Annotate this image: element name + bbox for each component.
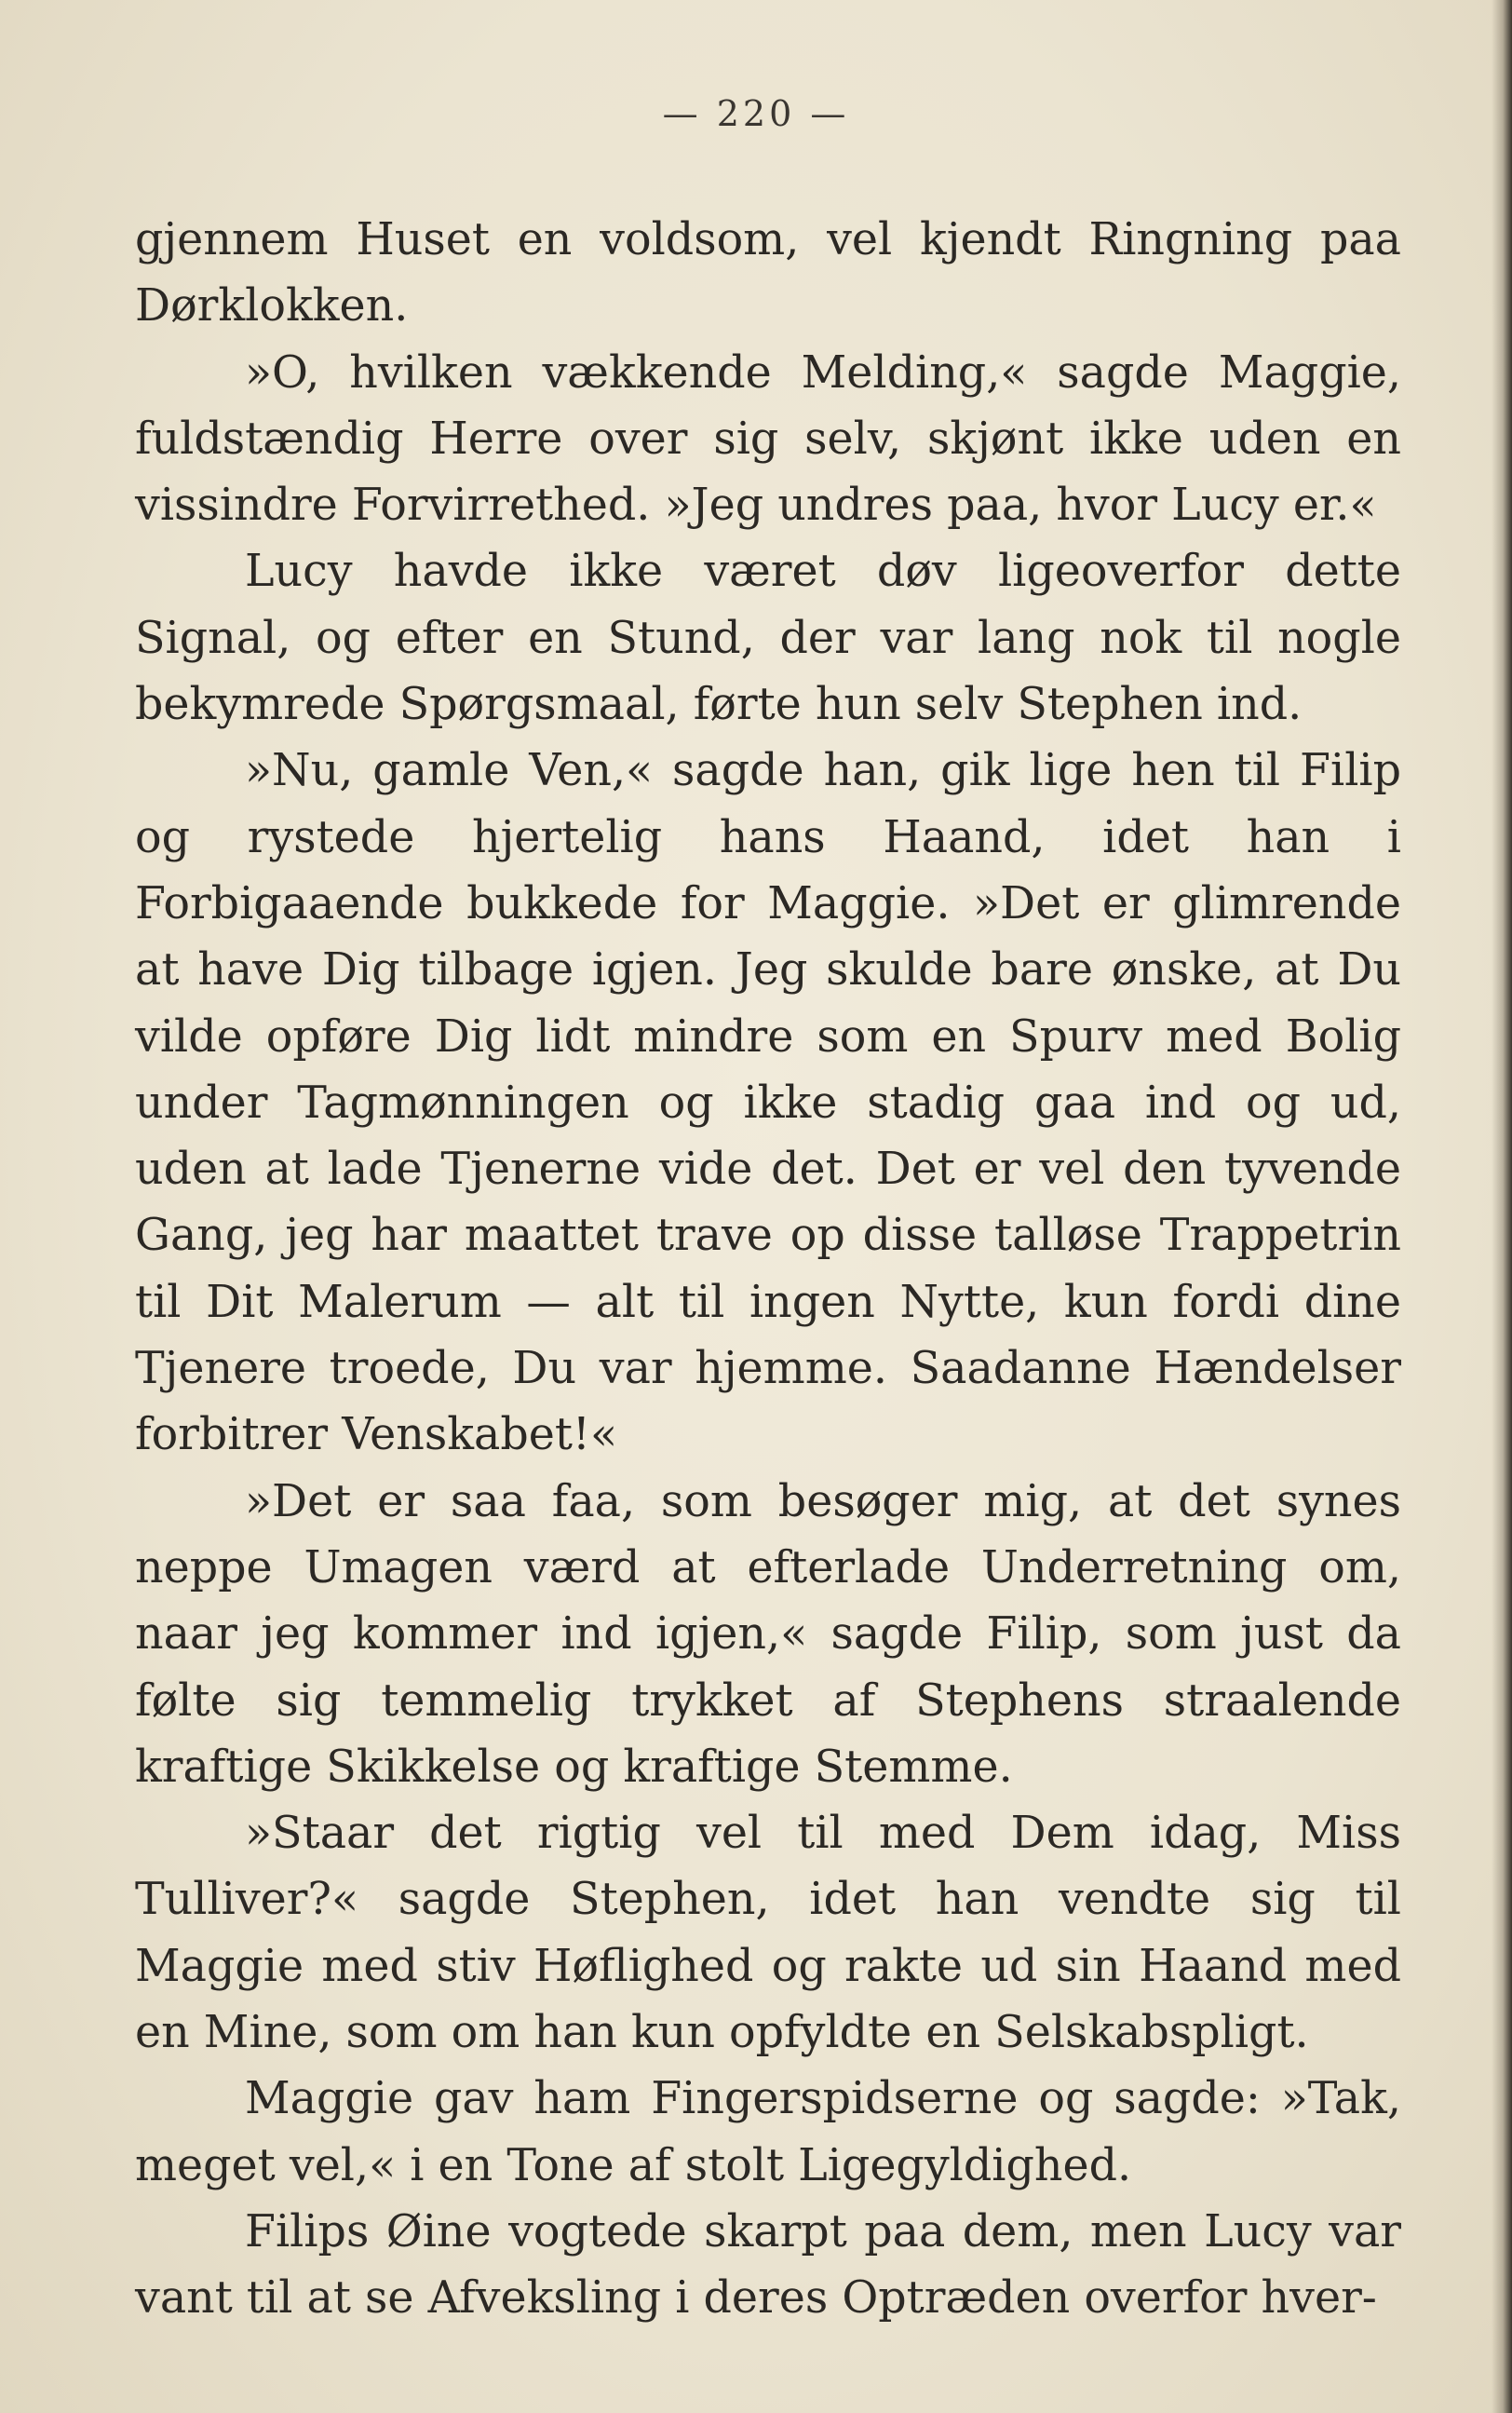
body-text: [135, 207, 1401, 2332]
paragraph: »Nu, gamle Ven,« sagde han, gik lige hen til Filip og rystede hjertelig hans Haand, idet han i Forbigaaende bukkede for Maggie. »Det er glimrende at have Dig tilbage igjen. Jeg skulde bare ønske, at Du vilde opføre Dig lidt mindre som en Spurv med Bolig under Tagmønningen og ikke stadig gaa ind og ud, uden at lade Tjenerne vide det. Det er vel den tyvende Gang, jeg har maattet trave op disse talløse Trappetrin til Dit Malerum — alt til ingen Nytte, kun fordi dine Tjenere troede, Du var hjemme. Saadanne Hændelser forbitrer Venskabet!«: [135, 745, 1401, 1461]
page-edge-shadow: [1492, 0, 1512, 2413]
paragraph: Filips Øine vogtede skarpt paa dem, men Lucy var vant til at se Afveksling i deres Optræden overfor hver-: [135, 2205, 1401, 2325]
paragraph: gjennem Huset en voldsom, vel kjendt Ringning paa Dørklokken.: [135, 214, 1401, 332]
page-number: — 220 —: [662, 93, 850, 134]
paragraph: »Det er saa faa, som besøger mig, at det synes neppe Umagen værd at efterlade Underretning om, naar jeg kommer ind igjen,« sagde Filip, som just da følte sig temmelig trykket af Stephens straalende kraftige Skikkelse og kraftige Stemme.: [135, 1475, 1401, 1793]
paragraph: Maggie gav ham Fingerspidserne og sagde: »Tak, meget vel,« i en Tone af stolt Ligegyldighed.: [135, 2073, 1401, 2191]
paragraph: »Staar det rigtig vel til med Dem idag, Miss Tulliver?« sagde Stephen, idet han vendte sig til Maggie med stiv Høflighed og rakte ud sin Haand med en Mine, som om han kun opfyldte en Selskabspligt.: [135, 1808, 1401, 2059]
paragraph: Lucy havde ikke været døv ligeoverfor dette Signal, og efter en Stund, der var lang nok til nogle bekymrede Spørgsmaal, førte hun selv Stephen ind.: [135, 546, 1401, 731]
paragraph: »O, hvilken vækkende Melding,« sagde Maggie, fuldstændig Herre over sig selv, skjønt ikke uden en vissindre Forvirrethed. »Jeg undres paa, hvor Lucy er.«: [135, 346, 1401, 532]
